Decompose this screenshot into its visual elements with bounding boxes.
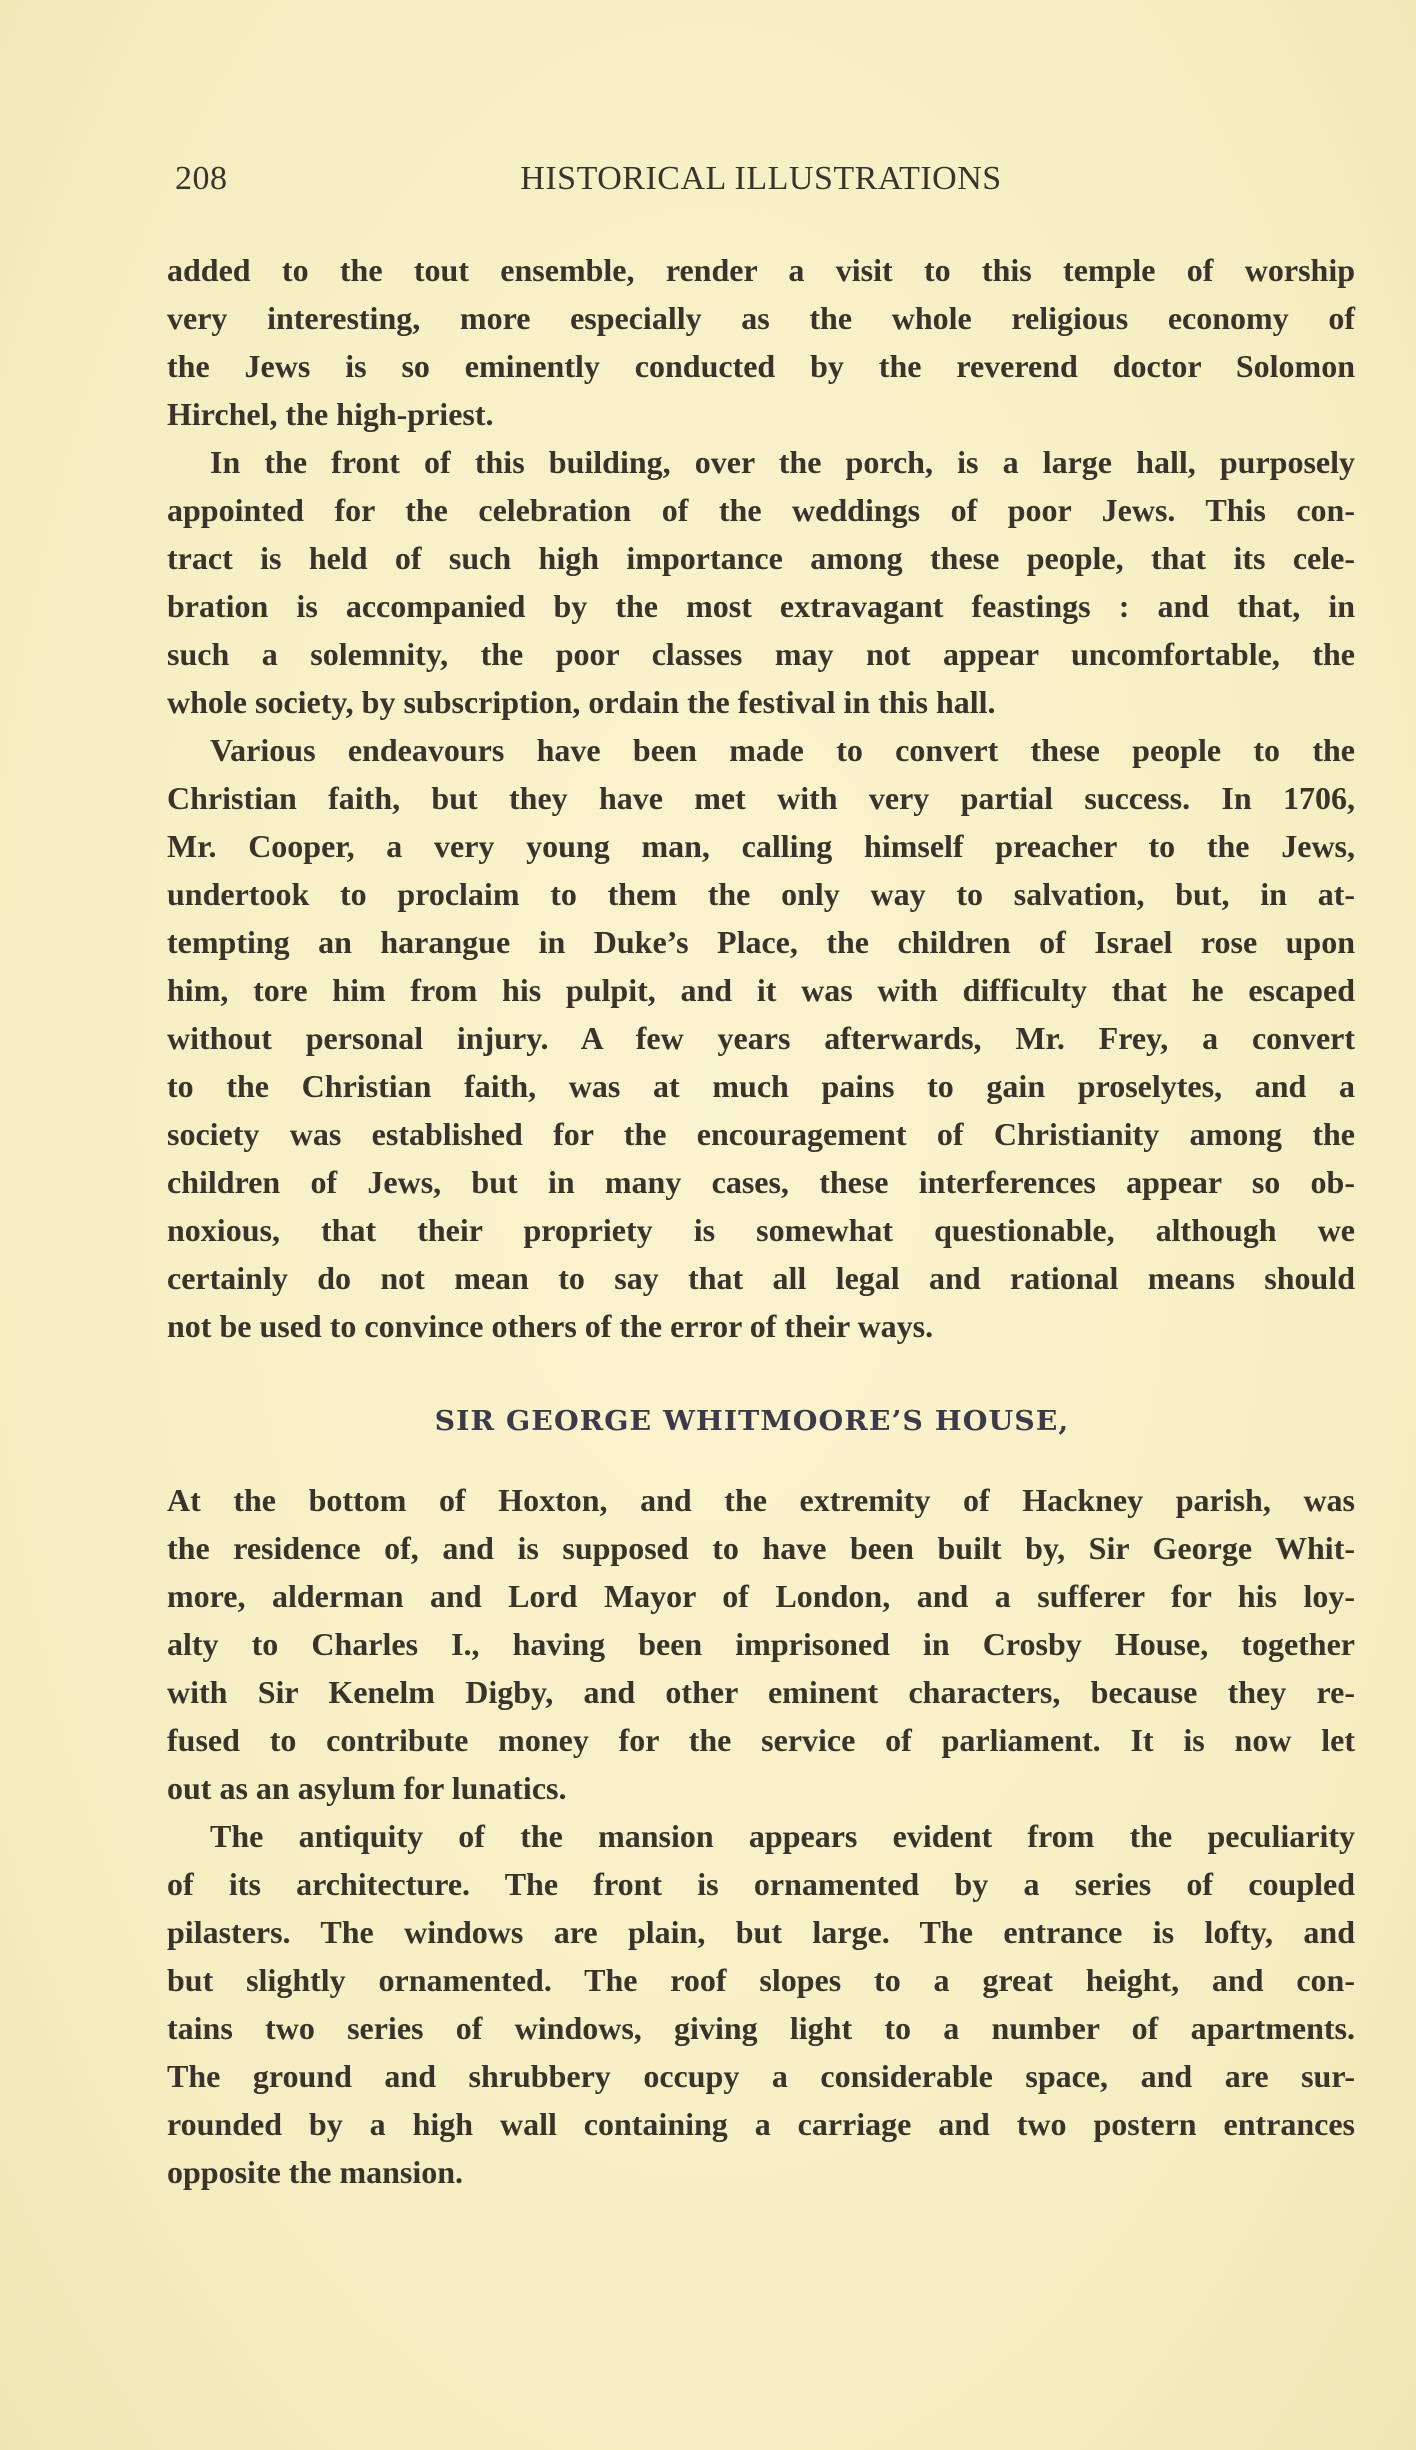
text-line: At the bottom of Hoxton, and the extremity of Hackney parish, was [167,1482,1355,1518]
text-line: but slightly ornamented. The roof slopes to a great height, and con- [167,1962,1355,1998]
paragraph [167,246,1355,438]
text-line: rounded by a high wall containing a carriage and two postern entrances [167,2106,1355,2142]
text-line: The ground and shrubbery occupy a considerable space, and are sur- [167,2058,1355,2094]
text-line: opposite the mansion. [167,2154,464,2190]
text-line: bration is accompanied by the most extravagant feastings : and that, in [167,588,1355,624]
section-2-body [167,1476,1355,2196]
text-line: In the front of this building, over the porch, is a large hall, purposely [210,444,1355,480]
running-header [167,160,1355,206]
text-line: added to the tout ensemble, render a visit to this temple of worship [167,252,1355,288]
text-line: out as an asylum for lunatics. [167,1770,567,1806]
text-line: more, alderman and Lord Mayor of London, and a sufferer for his loy- [167,1578,1355,1614]
text-line: undertook to proclaim to them the only way to salvation, but, in at- [167,876,1355,912]
text-line: alty to Charles I., having been imprisoned in Crosby House, together [167,1626,1355,1662]
text-line: very interesting, more especially as the whole religious economy of [167,300,1355,336]
text-line: the residence of, and is supposed to have been built by, Sir George Whit- [167,1530,1355,1566]
text-line: fused to contribute money for the service of parliament. It is now let [167,1722,1355,1758]
text-line: whole society, by subscription, ordain the festival in this hall. [167,684,996,720]
running-title: HISTORICAL ILLUSTRATIONS [520,160,1002,197]
text-line: tempting an harangue in Duke’s Place, the children of Israel rose upon [167,924,1355,960]
text-line: not be used to convince others of the error of their ways. [167,1308,934,1344]
paragraph [167,1812,1355,2196]
text-line: tains two series of windows, giving light to a number of apartments. [167,2010,1355,2046]
text-line: with Sir Kenelm Digby, and other eminent characters, because they re- [167,1674,1355,1710]
text-line: appointed for the celebration of the weddings of poor Jews. This con- [167,492,1355,528]
paragraph [167,726,1355,1350]
text-line: noxious, that their propriety is somewhat questionable, although we [167,1212,1355,1248]
text-line: such a solemnity, the poor classes may not appear uncomfortable, the [167,636,1355,672]
text-line: the Jews is so eminently conducted by the reverend doctor Solomon [167,348,1355,384]
paragraph [167,438,1355,726]
text-line: Various endeavours have been made to convert these people to the [210,732,1355,768]
text-line: without personal injury. A few years afterwards, Mr. Frey, a convert [167,1020,1355,1056]
text-line: society was established for the encouragement of Christianity among the [167,1116,1355,1152]
text-line: certainly do not mean to say that all legal and rational means should [167,1260,1355,1296]
text-line: Mr. Cooper, a very young man, calling himself preacher to the Jews, [167,828,1355,864]
section-1-body [167,246,1355,1350]
text-line: of its architecture. The front is ornamented by a series of coupled [167,1866,1355,1902]
paragraph [167,1476,1355,1812]
text-line: pilasters. The windows are plain, but large. The entrance is lofty, and [167,1914,1355,1950]
section-heading: SIR GEORGE WHITMOORE’S HOUSE, [434,1406,1070,1437]
text-line: tract is held of such high importance among these people, that its cele- [167,540,1355,576]
text-line: children of Jews, but in many cases, these interferences appear so ob- [167,1164,1355,1200]
text-line: Christian faith, but they have met with very partial success. In 1706, [167,780,1355,816]
text-line: The antiquity of the mansion appears evident from the peculiarity [210,1818,1355,1854]
text-line: him, tore him from his pulpit, and it was with difficulty that he escaped [167,972,1355,1008]
text-line: Hirchel, the high-priest. [167,396,494,432]
text-line: to the Christian faith, was at much pains to gain proselytes, and a [167,1068,1355,1104]
page-number: 208 [175,160,228,197]
